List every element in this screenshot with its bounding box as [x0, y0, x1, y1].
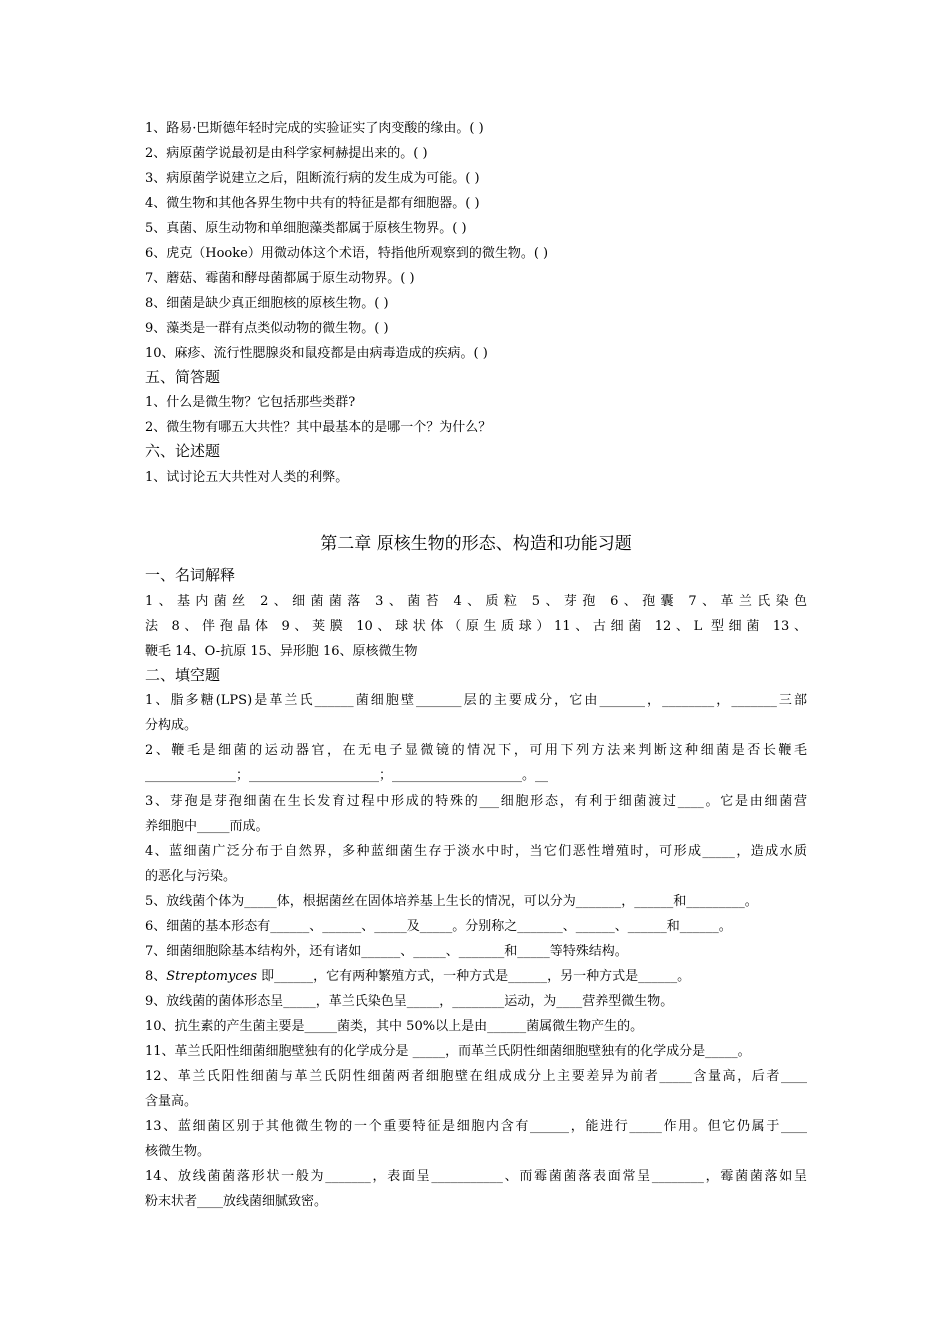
judgment-item-10: 10、麻疹、流行性腮腺炎和鼠疫都是由病毒造成的疾病。( ) [145, 346, 488, 361]
judgment-item-7: 7、蘑菇、霉菌和酵母菌都属于原生动物界。( ) [145, 271, 415, 286]
terms-heading: 一、名词解释 [145, 566, 236, 584]
fill-q2-line-1: 2、鞭毛是细菌的运动器官，在无电子显微镜的情况下，可用下列方法来判断这种细菌是否长鞭毛 [145, 743, 807, 758]
fill-q8 [145, 967, 807, 987]
fill-q3-line-2: 养细胞中_____而成。 [145, 819, 269, 834]
fill-q4-line-2: 的恶化与污染。 [145, 869, 237, 884]
fill-q10: 10、抗生素的产生菌主要是_____菌类，其中 50%以上是由______菌属微生物产生的。 [145, 1019, 644, 1034]
judgment-item-5: 5、真菌、原生动物和单细胞藻类都属于原核生物界。( ) [145, 221, 467, 236]
essay-item-1: 1、试讨论五大共性对人类的利弊。 [145, 470, 349, 485]
essay-heading: 六、论述题 [145, 442, 221, 460]
fill-q11: 11、革兰氏阳性细菌细胞壁独有的化学成分是 _____，而革兰氏阴性细菌细胞壁独有的化学成分是_____。 [145, 1044, 751, 1059]
fill-q13-line-1: 13、蓝细菌区别于其他微生物的一个重要特征是细胞内含有______，能进行_____作用。但它仍属于____ [145, 1119, 807, 1134]
fill-q4-line-1: 4、蓝细菌广泛分布于自然界，多种蓝细菌生存于淡水中时，当它们恶性增殖时，可形成_____，造成水质 [145, 844, 807, 859]
judgment-item-8: 8、细菌是缺少真正细胞核的原核生物。( ) [145, 296, 389, 311]
fill-q1-line-1: 1、脂多糖(LPS)是革兰氏______菌细胞壁_______层的主要成分，它由_______，________，_______三部 [145, 693, 807, 708]
judgment-item-6: 6、虎克（Hooke）用微动体这个术语，特指他所观察到的微生物。( ) [145, 246, 549, 261]
judgment-item-1: 1、路易·巴斯德年轻时完成的实验证实了肉变酸的缘由。( ) [145, 121, 484, 136]
judgment-item-3: 3、病原菌学说建立之后，阻断流行病的发生成为可能。( ) [145, 171, 480, 186]
terms-line-1: 1、基内菌丝 2、细菌菌落 3、菌苔 4、质粒 5、芽孢 6、孢囊 7、革兰氏染色 [145, 594, 807, 609]
terms-line-3: 鞭毛 14、O-抗原 15、异形胞 16、原核微生物 [145, 644, 418, 659]
terms-line-2: 法 8、伴孢晶体 9、荚膜 10、球状体（原生质球）11、古细菌 12、L 型细菌 13、 [145, 619, 807, 634]
judgment-item-2: 2、病原菌学说最初是由科学家柯赫提出来的。( ) [145, 146, 428, 161]
fill-q12-line-1: 12、革兰氏阳性细菌与革兰氏阴性细菌两者细胞壁在组成成分上主要差异为前者_____含量高，后者____ [145, 1069, 807, 1084]
fill-q14-line-1: 14、放线菌菌落形状一般为_______，表面呈___________、而霉菌菌落表面常呈________，霉菌菌落如呈 [145, 1169, 807, 1184]
fill-q14-line-2: 粉末状者____放线菌细腻致密。 [145, 1194, 328, 1209]
chapter-title: 第二章 原核生物的形态、构造和功能习题 [320, 534, 632, 554]
fill-q2-line-2: ______________；____________________；____________________。__ [145, 768, 548, 783]
fill-q9: 9、放线菌的菌体形态呈_____，革兰氏染色呈_____，________运动，为____营养型微生物。 [145, 994, 674, 1009]
fill-q6: 6、细菌的基本形态有______、______、_____及_____。分别称之_______、______、______和______。 [145, 919, 732, 934]
fill-q8-genus: Streptomyces [166, 969, 258, 984]
fill-q1-line-2: 分构成。 [145, 718, 198, 733]
judgment-item-4: 4、微生物和其他各界生物中共有的特征是都有细胞器。( ) [145, 196, 480, 211]
short-answer-item-1: 1、什么是微生物？它包括那些类群? [145, 395, 356, 410]
fill-q3-line-1: 3、芽孢是芽孢细菌在生长发育过程中形成的特殊的___细胞形态，有利于细菌渡过____。它是由细菌营 [145, 794, 807, 809]
fill-q5: 5、放线菌个体为_____体，根据菌丝在固体培养基上生长的情况，可以分为_______，______和_________。 [145, 894, 758, 909]
fill-q7: 7、细菌细胞除基本结构外，还有诸如______、_____、_______和_____等特殊结构。 [145, 944, 628, 959]
fill-q8-number: 8、 [145, 969, 167, 984]
fill-heading: 二、填空题 [145, 666, 221, 684]
short-answer-item-2: 2、微生物有哪五大共性？其中最基本的是哪一个？为什么？ [145, 420, 492, 435]
fill-q12-line-2: 含量高。 [145, 1094, 198, 1109]
fill-q13-line-2: 核微生物。 [145, 1144, 211, 1159]
fill-q8-text: 即______，它有两种繁殖方式，一种方式是______，另一种方式是______。 [257, 969, 691, 984]
judgment-item-9: 9、藻类是一群有点类似动物的微生物。( ) [145, 321, 389, 336]
short-answer-heading: 五、简答题 [145, 368, 221, 386]
